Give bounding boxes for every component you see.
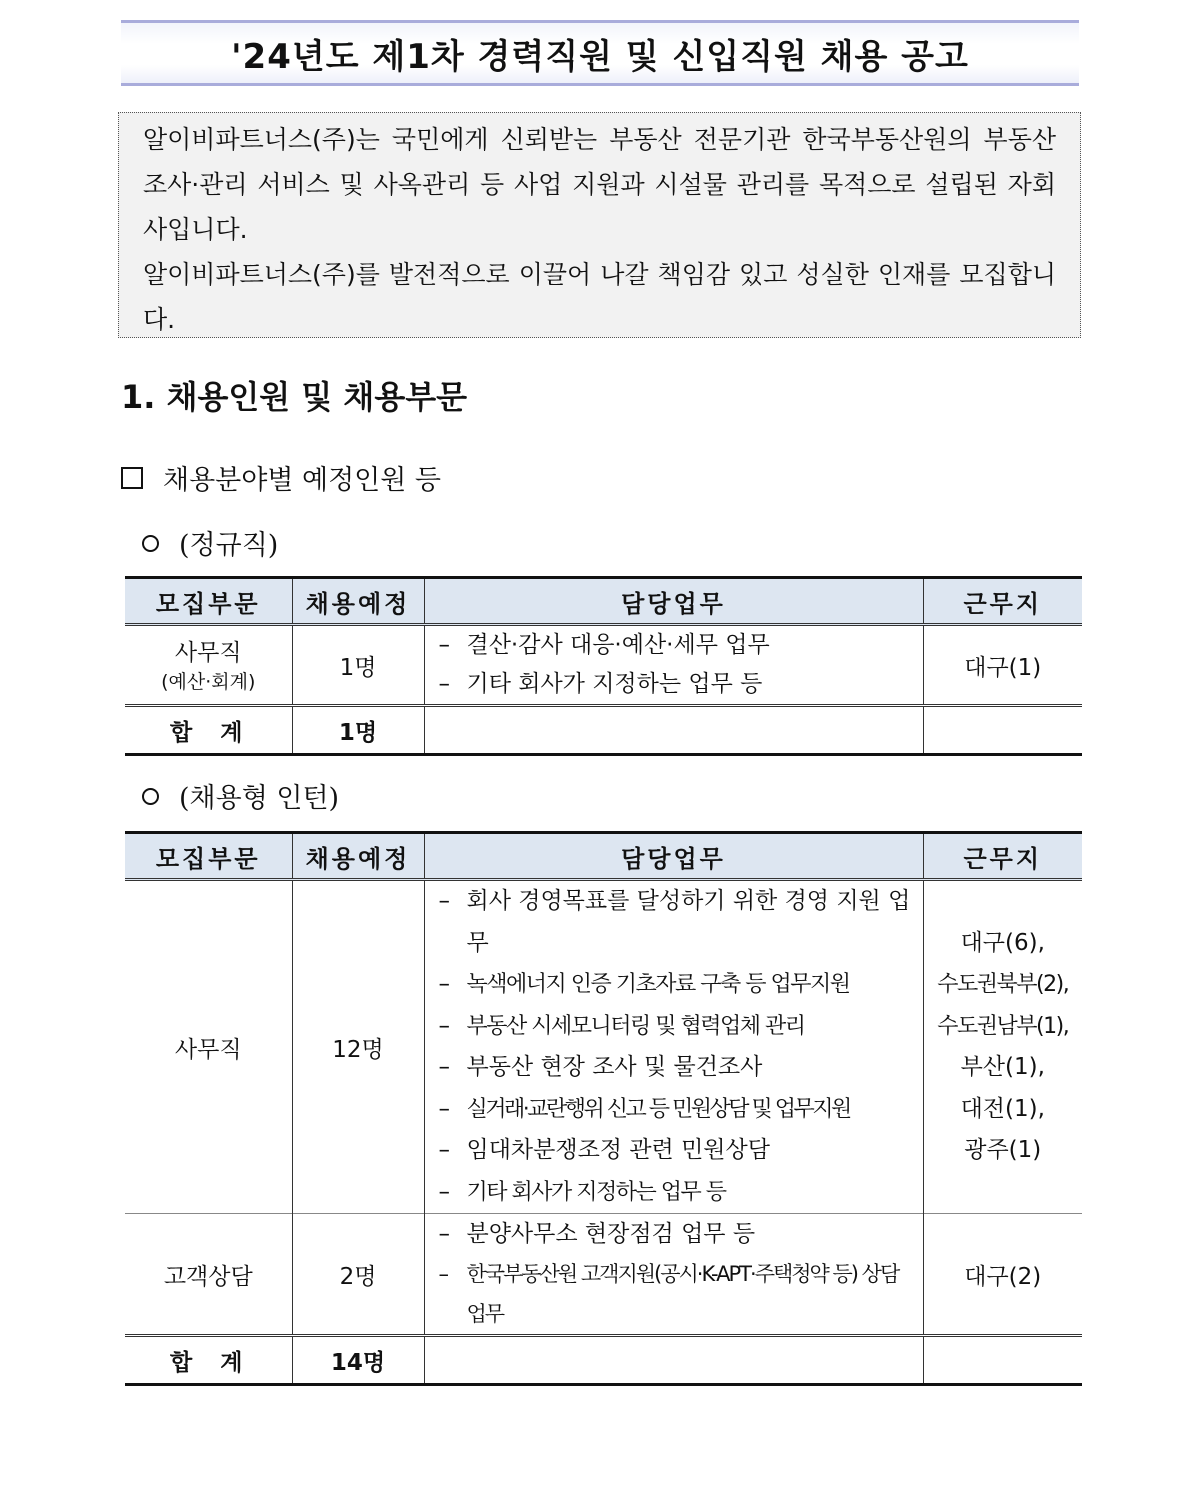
location-item: 광주(1) xyxy=(964,1137,1042,1163)
count-cell: 2명 xyxy=(292,1214,424,1336)
header-location: 근무지 xyxy=(923,833,1082,880)
header-count: 채용예정 xyxy=(292,578,424,625)
table-row xyxy=(125,1214,1082,1336)
total-row xyxy=(125,1336,1082,1385)
location-item: 부산(1), xyxy=(960,1054,1045,1080)
total-label: 합 계 xyxy=(125,706,292,755)
duty-item: – 실거래·교란행위 신고 등 민원상담 및 업무지원 xyxy=(438,1095,850,1122)
duty-item: – 기타 회사가 지정하는 업무 등 xyxy=(438,671,763,697)
dept-cell: 사무직 xyxy=(125,880,292,1214)
header-duties: 담당업무 xyxy=(424,578,923,625)
regular-table xyxy=(125,576,1082,756)
intro-box xyxy=(118,112,1081,338)
duty-item: – 부동산 시세모니터링 및 협력업체 관리 xyxy=(438,1012,805,1039)
title-banner xyxy=(121,20,1079,86)
intern-label xyxy=(142,776,339,815)
dept-subname: (예산·회계) xyxy=(161,670,256,693)
subtitle-text: 채용분야별 예정인원 등 xyxy=(163,465,441,496)
location-item: 수도권남부(1), xyxy=(937,1013,1069,1039)
dept-name: 사무직 xyxy=(174,639,242,666)
duties-cell xyxy=(424,880,923,1214)
duties-cell xyxy=(424,1214,923,1336)
location-item: 수도권북부(2), xyxy=(937,972,1069,997)
location-cell xyxy=(923,880,1082,1214)
circle-bullet-icon xyxy=(142,788,159,805)
duty-item: – 기타 회사가 지정하는 업무 등 xyxy=(438,1178,726,1205)
table-header-row xyxy=(125,833,1082,880)
regular-label xyxy=(142,523,278,562)
dept-cell: 고객상담 xyxy=(125,1214,292,1336)
header-location: 근무지 xyxy=(923,578,1082,625)
duty-item: – 결산·감사 대응·예산·세무 업무 xyxy=(438,632,770,658)
location-cell: 대구(2) xyxy=(923,1214,1082,1336)
total-empty xyxy=(424,706,923,755)
regular-label-text: (정규직) xyxy=(179,530,279,561)
table-header-row xyxy=(125,578,1082,625)
dept-cell xyxy=(125,625,292,706)
count-cell: 1명 xyxy=(292,625,424,706)
intro-paragraph-2: 알이비파트너스(주)를 발전적으로 이끌어 나갈 책임감 있고 성실한 인재를 모집합니다. xyxy=(143,260,1056,334)
intern-table xyxy=(125,831,1082,1386)
section-title: 1. 채용인원 및 채용부문 xyxy=(121,378,468,416)
total-empty xyxy=(923,1336,1082,1385)
location-item: 대구(6), xyxy=(960,929,1045,956)
duty-item: – 부동산 현장 조사 및 물건조사 xyxy=(438,1054,763,1080)
location-cell: 대구(1) xyxy=(923,625,1082,706)
intro-paragraph-1: 알이비파트너스(주)는 국민에게 신뢰받는 부동산 전문기관 한국부동산원의 부동산 조사·관리 서비스 및 사옥관리 등 사업 지원과 시설물 관리를 목적으로 설립된 자회사입니다. xyxy=(143,125,1056,244)
total-label: 합 계 xyxy=(125,1336,292,1385)
duties-cell xyxy=(424,625,923,706)
duty-item: – 분양사무소 현장점검 업무 등 xyxy=(438,1221,756,1247)
total-row xyxy=(125,706,1082,755)
header-dept: 모집부문 xyxy=(125,578,292,625)
table-row xyxy=(125,625,1082,706)
location-item: 대전(1), xyxy=(960,1095,1045,1122)
header-dept: 모집부문 xyxy=(125,833,292,880)
checkbox-icon xyxy=(121,467,143,489)
table-row xyxy=(125,880,1082,1214)
total-count: 14명 xyxy=(292,1336,424,1385)
intern-label-text: (채용형 인턴) xyxy=(179,783,340,814)
page-title: '24년도 제1차 경력직원 및 신입직원 채용 공고 xyxy=(231,36,969,77)
duty-item: – 녹색에너지 인증 기초자료 구축 등 업무지원 xyxy=(438,971,850,997)
duty-item: – 임대차분쟁조정 관련 민원상담 xyxy=(438,1137,770,1163)
total-empty xyxy=(424,1336,923,1385)
duty-item: – 한국부동산원 고객지원(공시·K-APT·주택청약 등) 상담업무 xyxy=(438,1262,899,1326)
total-count: 1명 xyxy=(292,706,424,755)
circle-bullet-icon xyxy=(142,535,159,552)
header-duties: 담당업무 xyxy=(424,833,923,880)
subtitle-row xyxy=(121,458,441,497)
count-cell: 12명 xyxy=(292,880,424,1214)
duty-item: – 회사 경영목표를 달성하기 위한 경영 지원 업무 xyxy=(438,888,911,956)
header-count: 채용예정 xyxy=(292,833,424,880)
total-empty xyxy=(923,706,1082,755)
